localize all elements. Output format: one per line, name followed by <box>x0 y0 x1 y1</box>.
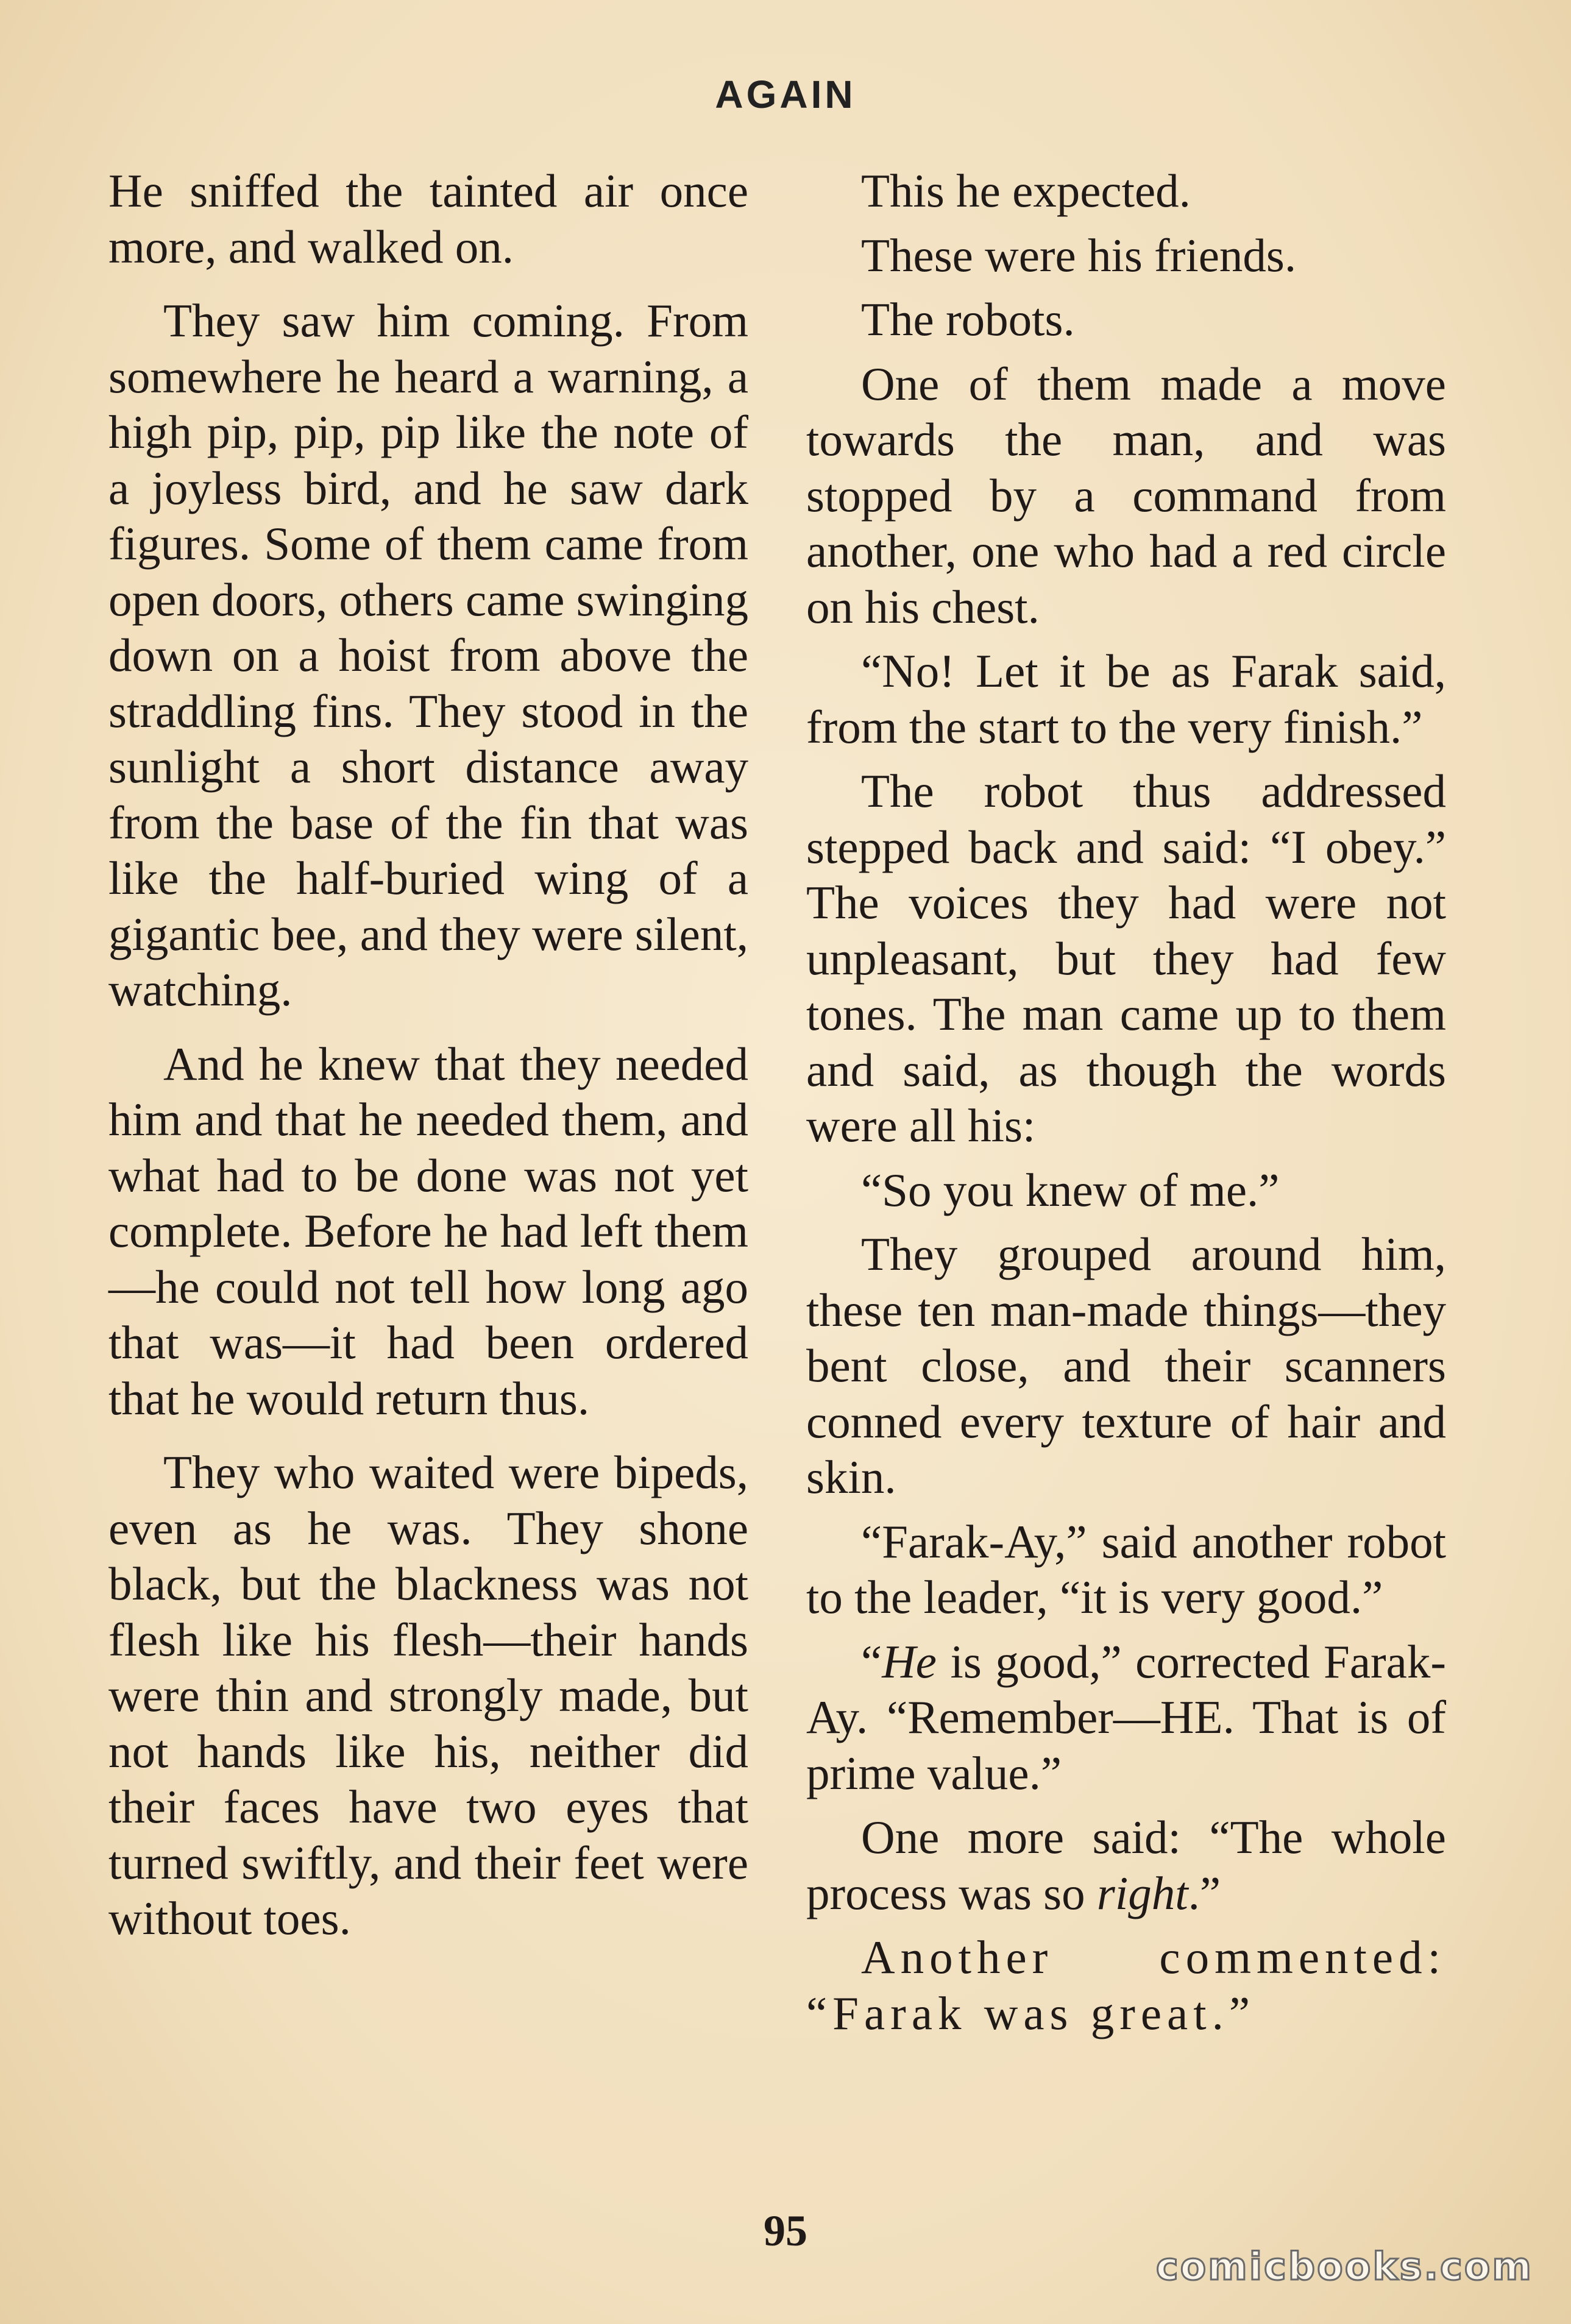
paragraph-start: One more said: “The whole process was so <box>806 1811 1446 1919</box>
paragraph: This he expected. <box>861 165 1191 217</box>
paragraph: “So you knew of me.” <box>861 1163 1280 1216</box>
page-number: 95 <box>764 2206 807 2255</box>
paragraph: He sniffed the tainted air once more, and walked on. <box>108 165 748 273</box>
watermark: comicbooks.com <box>1155 2244 1533 2289</box>
italic-emphasis: right <box>1096 1866 1188 1919</box>
paragraph: And he knew that they needed him and that he needed them, and what had to be done was not yet complete. Before he had left them—he could not tell how long ago that was—it had been ordered that he would return thus. <box>108 1037 748 1425</box>
paragraph: The robots. <box>861 293 1075 345</box>
paragraph-end: .” <box>1188 1866 1221 1919</box>
paragraph <box>806 1810 1446 1921</box>
paragraph: Another commented: “Farak was great.” <box>806 1931 1446 2039</box>
paragraph: “Farak-Ay,” said another robot to the leader, “it is very good.” <box>806 1515 1446 1623</box>
italic-emphasis: He <box>882 1635 937 1688</box>
paragraph: They who waited were bipeds, even as he was. They shone black, but the blackness was not flesh like his flesh—their hands were thin and strongly made, but not hands like his, neither did their faces have two eyes that turned swiftly, and their feet were without toes. <box>108 1446 748 1944</box>
paragraph: They grouped around him, these ten man-made things—they bent close, and their scanners conned every texture of hair and skin. <box>806 1228 1446 1503</box>
paragraph <box>806 1634 1446 1802</box>
open-quote: “ <box>861 1635 882 1688</box>
paragraph: They saw him coming. From somewhere he heard a warning, a high pip, pip, pip like the note of a joyless bird, and he saw dark figures. Some of them came from open doors, others came swinging down on a hoist from above the straddling fins. They stood in the sunlight a short distance away from the base of the fin that was like the half-buried wing of a gigantic bee, and they were silent, watching. <box>108 294 748 1016</box>
running-head: AGAIN <box>715 73 856 116</box>
paragraph: These were his friends. <box>861 229 1297 282</box>
left-column <box>108 163 748 1965</box>
paragraph: “No! Let it be as Farak said, from the start to the very finish.” <box>806 645 1446 753</box>
right-column <box>806 163 1446 2050</box>
paragraph: The robot thus addressed stepped back and said: “I obey.” The voices they had were not unpleasant, but they had few tones. The man came up to them and said, as though the words were all his: <box>806 765 1446 1152</box>
paragraph: One of them made a move towards the man, and was stopped by a command from another, one who had a red circle on his chest. <box>806 357 1446 633</box>
paragraph-rest: is good,” corrected Farak-Ay. “Remember—HE. That is of prime value.” <box>806 1635 1446 1799</box>
